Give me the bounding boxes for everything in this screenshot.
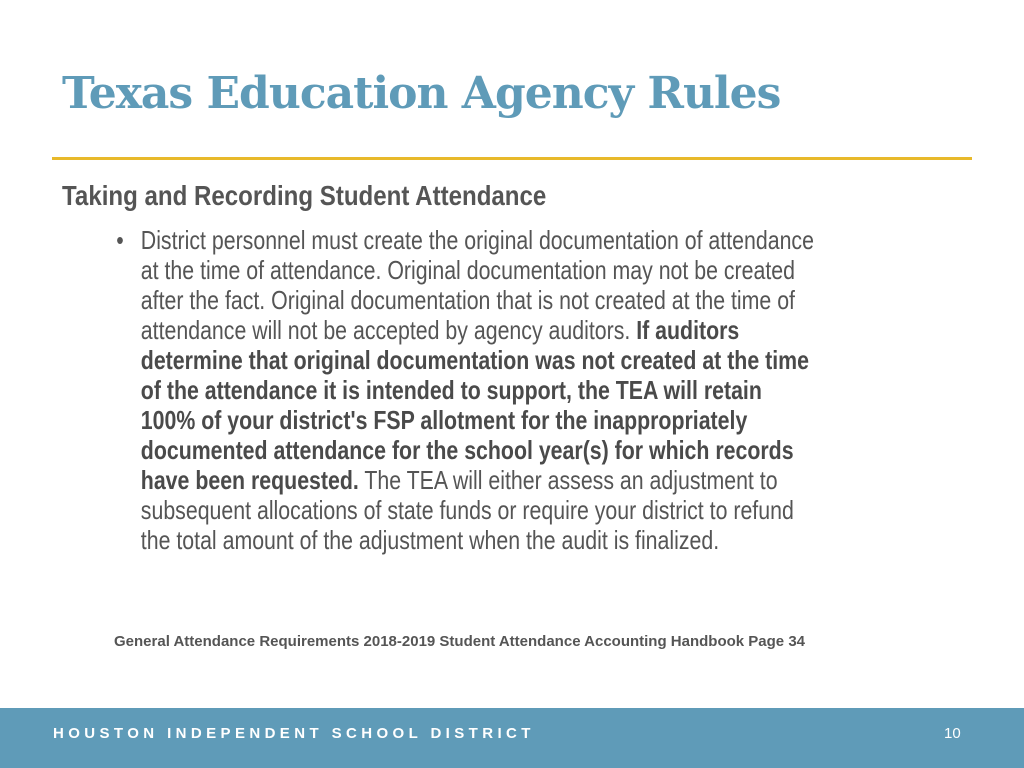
bullet-text (141, 225, 928, 555)
bullet-line (141, 405, 928, 435)
bullet-marker: • (116, 225, 124, 255)
bullet-line (141, 225, 928, 255)
bullet-line (141, 375, 928, 405)
text-run: the total amount of the adjustment when the audit is finalized. (140, 525, 720, 555)
text-run: The TEA will either assess an adjustment to (358, 465, 778, 495)
source-citation: General Attendance Requirements 2018-2019 Student Attendance Accounting Handbook Page 34 (114, 633, 806, 650)
bold-text-run: 100% of your district's FSP allotment for the inappropriately (140, 405, 748, 435)
bold-text-run: documented attendance for the school year(s) for which records (140, 435, 794, 465)
page-number: 10 (944, 725, 961, 742)
bold-text-run: determine that original documentation was not created at the time (140, 345, 809, 375)
title-divider (52, 157, 972, 160)
text-run: after the fact. Original documentation that is not created at the time of (140, 285, 795, 315)
bullet-line (141, 495, 928, 525)
footer-bar (0, 708, 1024, 768)
bold-text-run: of the attendance it is intended to support, the TEA will retain (140, 375, 762, 405)
bullet-line (141, 315, 928, 345)
footer-organization: HOUSTON INDEPENDENT SCHOOL DISTRICT (53, 725, 535, 742)
bullet-line (141, 525, 928, 555)
bullet-list (108, 225, 1024, 555)
bullet-line (141, 345, 928, 375)
text-run: District personnel must create the original documentation of attendance (140, 225, 814, 255)
bullet-line (141, 435, 928, 465)
bold-text-run: have been requested. (140, 465, 359, 495)
text-run: subsequent allocations of state funds or require your district to refund (140, 495, 794, 525)
bullet-line (141, 285, 928, 315)
slide-subtitle: Taking and Recording Student Attendance (62, 180, 547, 211)
bold-text-run: If auditors (636, 315, 740, 345)
text-run: attendance will not be accepted by agency auditors. (140, 315, 637, 345)
bullet-item (108, 225, 928, 555)
bullet-line (141, 465, 928, 495)
text-run: at the time of attendance. Original documentation may not be created (140, 255, 796, 285)
bullet-line (141, 255, 928, 285)
slide-title: Texas Education Agency Rules (62, 68, 781, 119)
